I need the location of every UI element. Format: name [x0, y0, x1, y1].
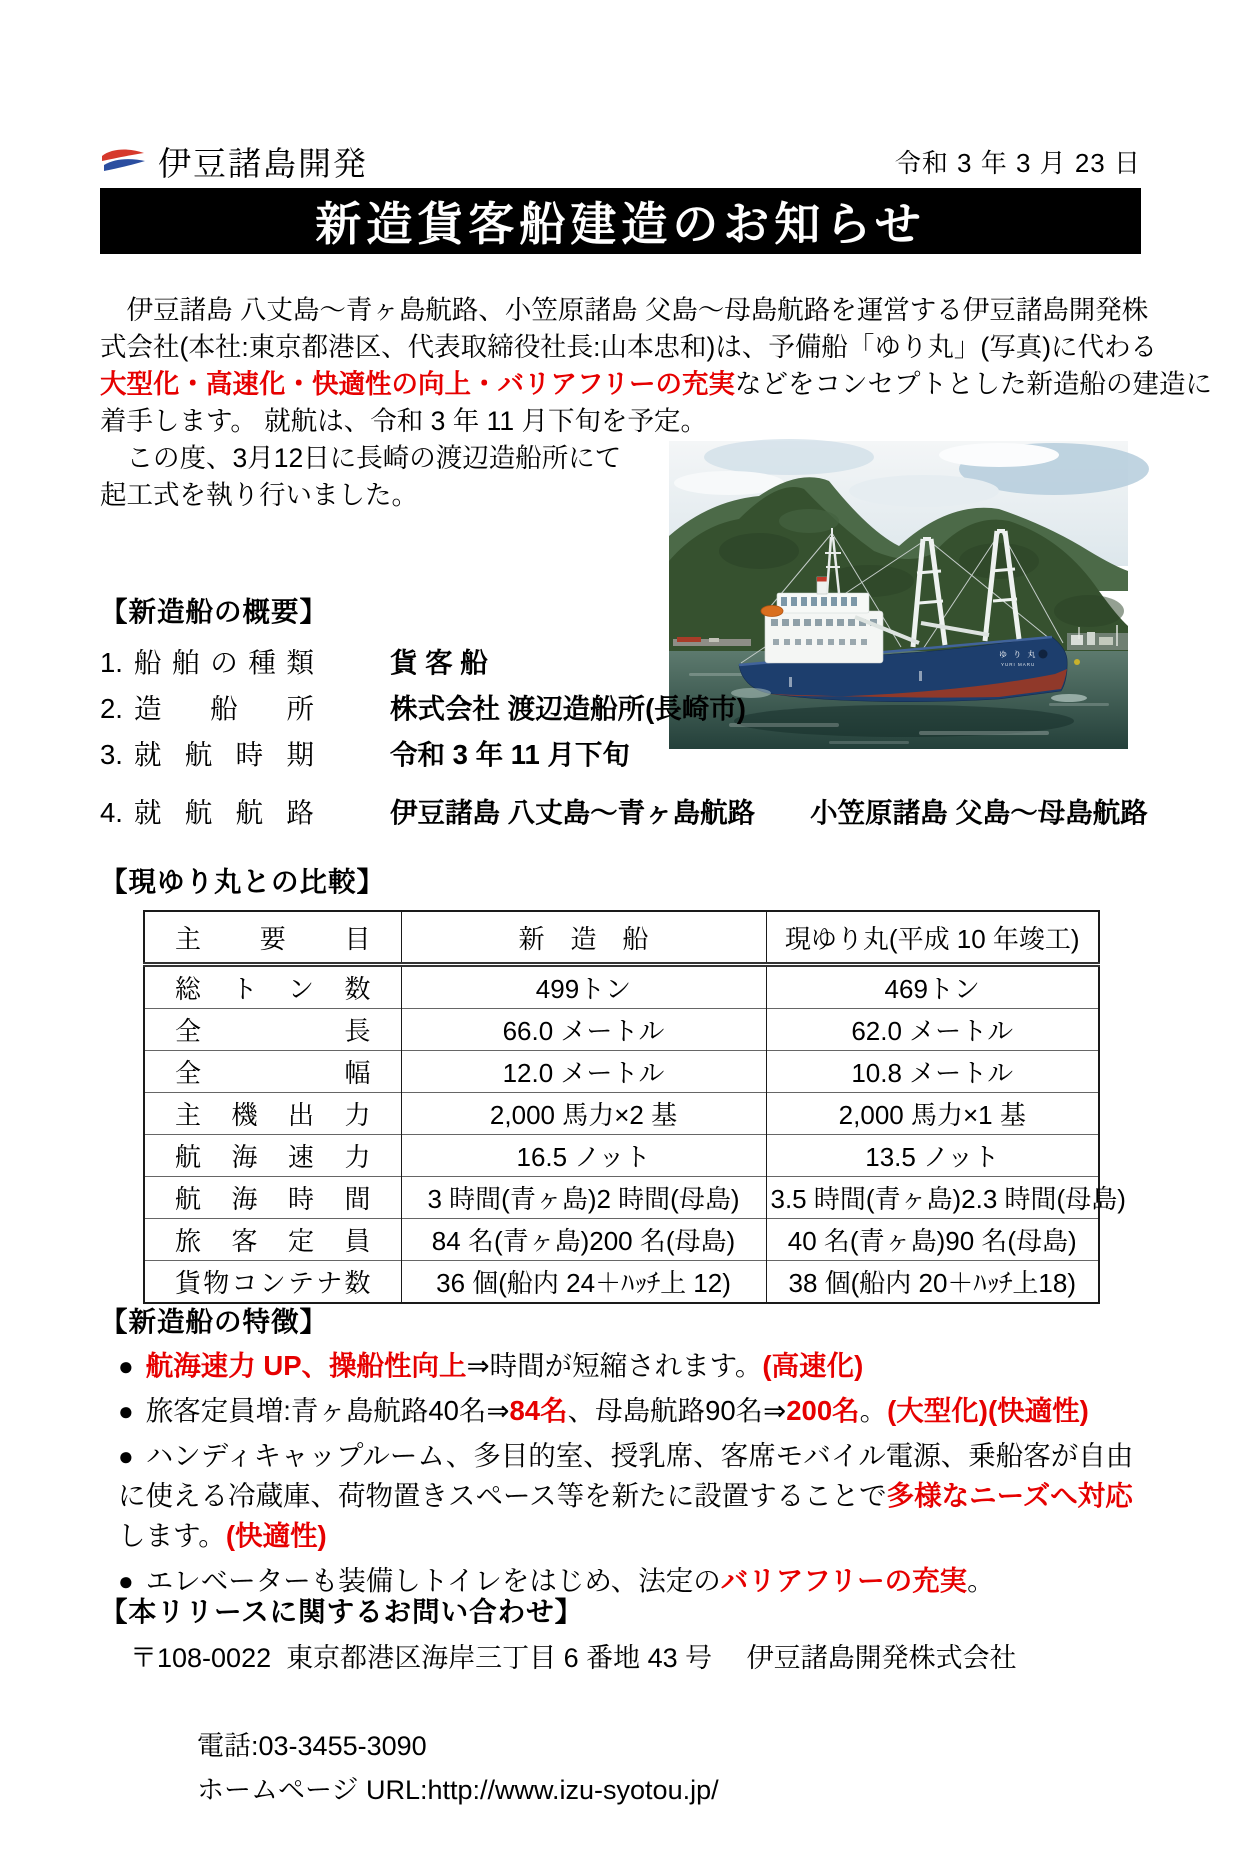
body-text: 起工式を執り行いました。: [100, 480, 418, 510]
intro-line: [100, 403, 1190, 440]
table-row: [144, 965, 1099, 1009]
document-date: 令和 3 年 3 月 23 日: [894, 147, 1141, 178]
overview-item: [100, 732, 1150, 778]
value-cell: 84 名(青ヶ島)200 名(母島): [401, 1219, 766, 1261]
highlight-red-text: (快適性): [225, 1520, 327, 1551]
row-label-cell: 航海速力: [144, 1135, 401, 1177]
intro-line: [100, 292, 1190, 329]
body-text: 。: [859, 1395, 888, 1426]
ship-name-romaji: YURI MARU: [1001, 662, 1036, 667]
overview-heading: 【新造船の概要】: [100, 596, 328, 627]
body-text: します。: [118, 1520, 226, 1551]
feature-item: [118, 1346, 1155, 1386]
feature-item: [118, 1391, 1155, 1431]
contact-line2: [152, 1680, 1160, 1856]
header-cell: 主要目: [144, 911, 401, 965]
overview-item: [100, 686, 1150, 732]
company-name: 伊豆諸島開発: [158, 144, 368, 182]
body-text: エレベーターも装備しトイレをはじめ、法定の: [145, 1565, 721, 1596]
table-row: [144, 1009, 1099, 1051]
overview-items: [100, 640, 1150, 836]
header-cell: 新 造 船: [401, 911, 766, 965]
bullet-icon: ●: [118, 1441, 134, 1471]
value-cell: 40 名(青ヶ島)90 名(母島): [766, 1219, 1099, 1261]
row-label-cell: 総トン数: [144, 965, 401, 1009]
table-header-row: [144, 911, 1099, 965]
item-label: 船舶の種類: [134, 647, 314, 678]
body-text: 。: [967, 1565, 995, 1596]
body-text: 伊豆諸島 八丈島～青ヶ島航路、小笠原諸島 父島～母島航路を運営する伊豆諸島開発株: [100, 295, 1149, 325]
item-number: 1.: [100, 647, 123, 678]
table-row: [144, 1051, 1099, 1093]
comparison-section: [100, 862, 1160, 1304]
bullet-icon: ●: [118, 1351, 134, 1381]
feature-item: [118, 1436, 1155, 1556]
intro-line: [100, 366, 1212, 403]
table-row: [144, 1177, 1099, 1219]
value-cell: 2,000 馬力×2 基: [401, 1093, 766, 1135]
item-value: 令和 3 年 11 月下旬: [390, 739, 630, 770]
row-label-cell: 旅客定員: [144, 1219, 401, 1261]
header-cell: 現ゆり丸(平成 10 年竣工): [766, 911, 1099, 965]
contact-section: [100, 1592, 1160, 1856]
table-row: [144, 1261, 1099, 1304]
item-value: 伊豆諸島 八丈島～青ヶ島航路 小笠原諸島 父島～母島航路: [390, 797, 1148, 828]
body-text: ⇒時間が短縮されます。: [466, 1350, 763, 1381]
title-banner: [100, 188, 1141, 254]
value-cell: 38 個(船内 20＋ﾊｯﾁ上18): [766, 1261, 1099, 1304]
value-cell: 12.0 メートル: [401, 1051, 766, 1093]
intro-line: [100, 329, 1190, 366]
contact-phone: 電話:03-3455-3090: [197, 1731, 427, 1761]
comparison-table: [143, 910, 1126, 1304]
features-heading: 【新造船の特徴】: [100, 1306, 328, 1337]
bullet-icon: ●: [118, 1566, 134, 1596]
body-text: 式会社(本社:東京都港区、代表取締役社長:山本忠和)は、予備船「ゆり丸」(写真)に代わる: [100, 332, 1158, 362]
ship-name-on-hull: ゆ り 丸: [999, 650, 1038, 659]
item-number: 2.: [100, 693, 123, 724]
highlight-red-text: 200名: [786, 1395, 860, 1426]
row-label-cell: 貨物コンテナ数: [144, 1261, 401, 1304]
table-row: [144, 1219, 1099, 1261]
row-label-cell: 全幅: [144, 1051, 401, 1093]
body-text: この度、3月12日に長崎の渡辺造船所にて: [100, 443, 622, 473]
overview-item: [100, 640, 1150, 686]
value-cell: 36 個(船内 24＋ﾊｯﾁ上 12): [401, 1261, 766, 1304]
table-row: [144, 1135, 1099, 1177]
value-cell: 13.5 ノット: [766, 1135, 1099, 1177]
contact-homepage-url[interactable]: ホームページ URL:http://www.izu-syotou.jp/: [197, 1775, 719, 1805]
contact-address: 〒108-0022 東京都港区海岸三丁目 6 番地 43 号 伊豆諸島開発株式会社: [130, 1643, 1017, 1673]
brand: [100, 138, 368, 185]
value-cell: 62.0 メートル: [766, 1009, 1099, 1051]
highlight-red-text: 大型化・高速化・快適性の向上・バリアフリーの充実: [100, 369, 735, 399]
item-label: 就航時期: [134, 739, 314, 770]
body-text: 着手します。 就航は、令和 3 年 11 月下旬を予定。: [100, 406, 707, 436]
highlight-red-text: 航海速力 UP、操船性向上: [145, 1350, 467, 1381]
row-label-cell: 主機出力: [144, 1093, 401, 1135]
body-text: 旅客定員増:青ヶ島航路40名⇒: [145, 1395, 510, 1426]
value-cell: 3.5 時間(青ヶ島)2.3 時間(母島): [766, 1177, 1099, 1219]
item-value: 株式会社 渡辺造船所(長崎市): [390, 693, 746, 724]
feature-list: [118, 1346, 1155, 1601]
value-cell: 16.5 ノット: [401, 1135, 766, 1177]
company-flag-logo-icon: [100, 146, 146, 176]
comparison-heading: 【現ゆり丸との比較】: [100, 866, 385, 897]
highlight-red-text: 多様なニーズへ対応: [886, 1480, 1133, 1511]
highlight-red-text: (高速化): [762, 1350, 864, 1381]
contact-heading: 【本リリースに関するお問い合わせ】: [100, 1596, 584, 1627]
item-number: 4.: [100, 797, 123, 828]
value-cell: 3 時間(青ヶ島)2 時間(母島): [401, 1177, 766, 1219]
value-cell: 10.8 メートル: [766, 1051, 1099, 1093]
item-label: 造船所: [134, 693, 314, 724]
table-row: [144, 1093, 1099, 1135]
value-cell: 469トン: [766, 965, 1099, 1009]
item-label: 就航航路: [134, 797, 314, 828]
overview-item: [100, 790, 1150, 836]
highlight-red-text: (大型化)(快適性): [887, 1395, 1089, 1426]
body-text: 、母島航路90名⇒: [567, 1395, 787, 1426]
body-text: などをコンセプトとした新造船の建造に: [734, 369, 1212, 399]
bullet-icon: ●: [118, 1396, 134, 1426]
value-cell: 66.0 メートル: [401, 1009, 766, 1051]
document-header: [100, 138, 1141, 184]
item-number: 3.: [100, 739, 123, 770]
value-cell: 499トン: [401, 965, 766, 1009]
body-text: ハンディキャップルーム、多目的室、授乳席、客席モバイル電源、乗船客が自由に使える冷蔵庫、荷物置きスペース等を新たに設置することで: [118, 1440, 1134, 1511]
value-cell: 2,000 馬力×1 基: [766, 1093, 1099, 1135]
row-label-cell: 航海時間: [144, 1177, 401, 1219]
page-title: 新造貨客船建造のお知らせ: [315, 198, 926, 250]
item-value: 貨 客 船: [390, 647, 488, 678]
features-section: [100, 1302, 1155, 1606]
highlight-red-text: 84名: [509, 1395, 568, 1426]
highlight-red-text: バリアフリーの充実: [720, 1565, 968, 1596]
row-label-cell: 全長: [144, 1009, 401, 1051]
overview-section: [100, 592, 1150, 836]
